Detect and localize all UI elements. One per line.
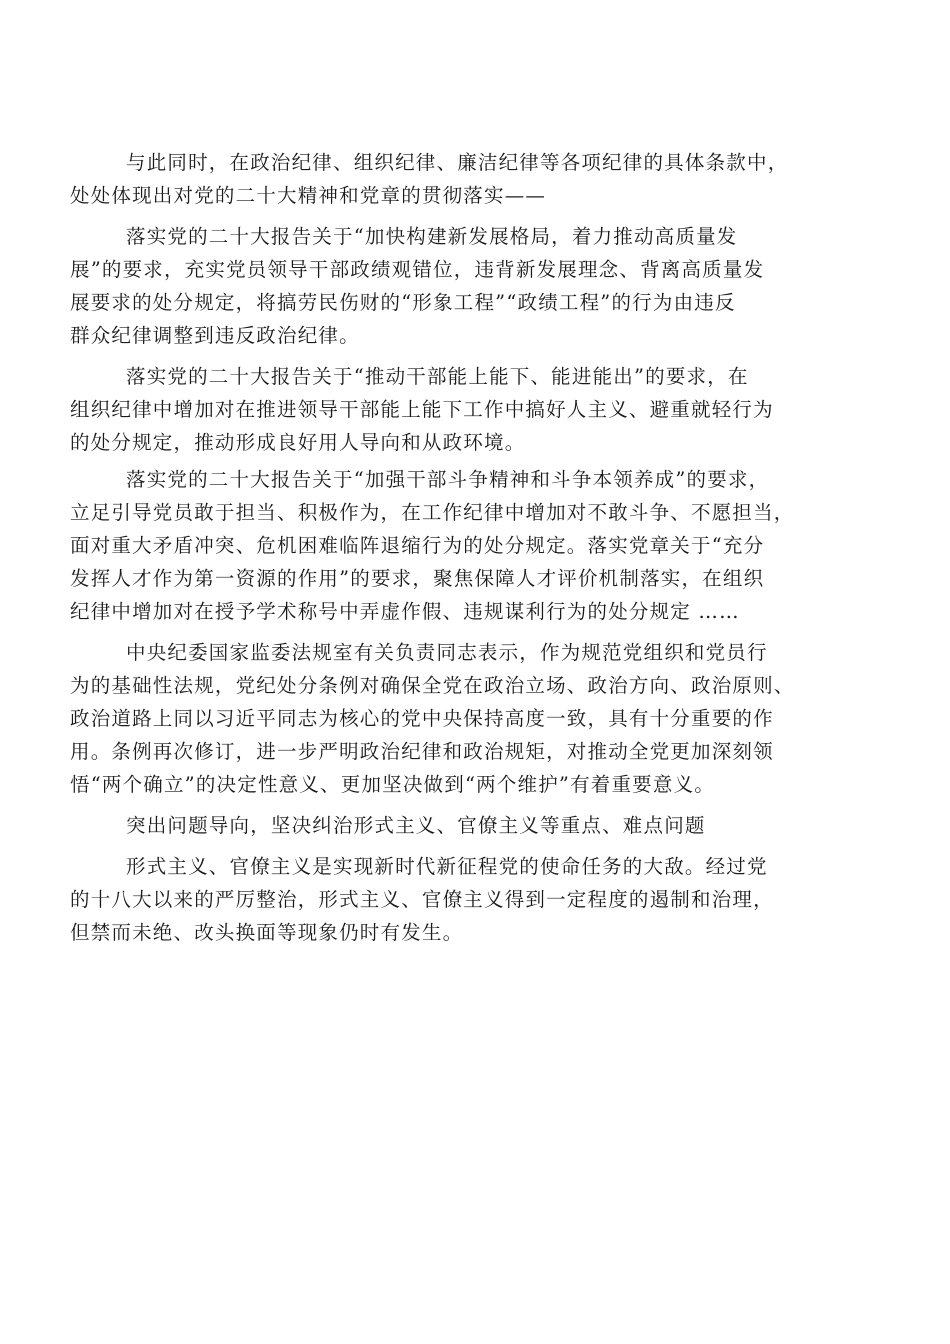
text-line: 的处分规定，推动形成良好用人导向和从政环境。 [70, 431, 526, 454]
document-body [70, 146, 890, 949]
text-line: 与此同时，在政治纪律、组织纪律、廉洁纪律等各项纪律的具体条款中， [126, 151, 789, 174]
paragraph [70, 220, 890, 352]
text-line: 突出问题导向，坚决纠治形式主义、官僚主义等重点、难点问题 [126, 814, 706, 837]
text-line: 落实党的二十大报告关于“加快构建新发展格局，着力推动高质量发 [126, 225, 738, 248]
paragraph [70, 463, 890, 628]
text-line: 处处体现出对党的二十大精神和党章的贯彻落实—— [70, 184, 547, 207]
text-line: 为的基础性法规，党纪处分条例对确保全党在政治立场、政治方向、政治原则、 [70, 674, 795, 697]
text-line: 用。条例再次修订，进一步严明政治纪律和政治规矩，对推动全党更加深刻领 [70, 740, 774, 763]
text-line: 政治道路上同以习近平同志为核心的党中央保持高度一致，具有十分重要的作 [70, 707, 774, 730]
text-line: 立足引导党员敢于担当、积极作为，在工作纪律中增加对不敢斗争、不愿担当， [70, 501, 795, 524]
section-heading [70, 809, 890, 842]
text-line: 面对重大矛盾冲突、危机困难临阵退缩行为的处分规定。落实党章关于“充分 [70, 534, 765, 557]
text-line: 纪律中增加对在授予学术称号中弄虚作假、违规谋利行为的处分规定 …… [70, 600, 740, 623]
text-line: 但禁而未绝、改头换面等现象仍时有发生。 [70, 921, 464, 944]
paragraph [70, 636, 890, 801]
paragraph [70, 360, 890, 459]
text-line: 中央纪委国家监委法规室有关负责同志表示，作为规范党组织和党员行 [126, 641, 768, 664]
text-line: 形式主义、官僚主义是实现新时代新征程党的使命任务的大敌。经过党 [126, 855, 768, 878]
text-line: 组织纪律中增加对在推进领导干部能上能下工作中搞好人主义、避重就轻行为 [70, 398, 774, 421]
paragraph [70, 146, 890, 212]
text-line: 的十八大以来的严厉整治，形式主义、官僚主义得到一定程度的遏制和治理， [70, 888, 774, 911]
text-line: 悟“两个确立”的决定性意义、更加坚决做到“两个维护”有着重要意义。 [70, 773, 715, 796]
text-line: 展”的要求，充实党员领导干部政绩观错位，违背新发展理念、背离高质量发 [70, 258, 765, 281]
text-line: 落实党的二十大报告关于“加强干部斗争精神和斗争本领养成”的要求， [126, 468, 770, 491]
text-line: 展要求的处分规定，将搞劳民伤财的“形象工程”“政绩工程”的行为由违反 [70, 291, 736, 314]
text-line: 群众纪律调整到违反政治纪律。 [70, 324, 360, 347]
text-line: 发挥人才作为第一资源的作用”的要求，聚焦保障人才评价机制落实，在组织 [70, 567, 765, 590]
text-line: 落实党的二十大报告关于“推动干部能上能下、能进能出”的要求，在 [126, 365, 749, 388]
paragraph [70, 850, 890, 949]
